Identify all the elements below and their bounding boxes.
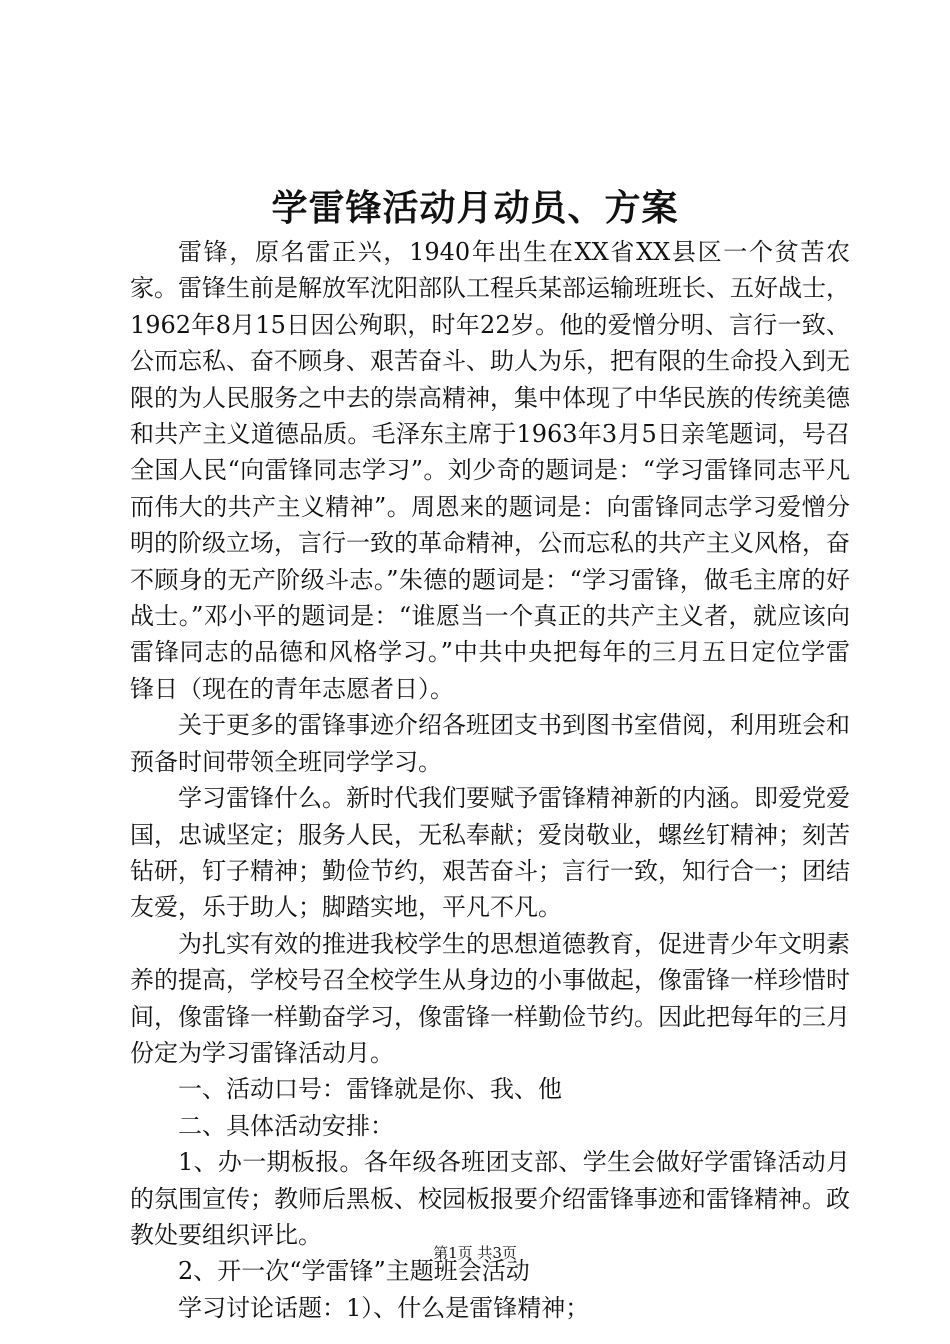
document-title: 学雷锋活动月动员、方案 [271, 187, 679, 229]
page-number: 第1页 共3页 [433, 1244, 517, 1262]
paragraph-what-to-learn: 学习雷锋什么。新时代我们要赋予雷锋精神新的内涵。即爱党爱国，忠诚坚定；服务人民，无私奉献；爱岗敬业，螺丝钉精神；刻苦钻研，钉子精神；勤俭节约，艰苦奋斗；言行一致，知行合一；团结友爱，乐于助人；脚踏实地，平凡不凡。 [130, 784, 850, 922]
paragraph-blackboard: 1、办一期板报。各年级各班团支部、学生会做好学雷锋活动月的氛围宣传；教师后黑板、校园板报要介绍雷锋事迹和雷锋精神。政教处要组织评比。 [130, 1148, 850, 1249]
paragraph-more-stories: 关于更多的雷锋事迹介绍各班团支书到图书室借阅，利用班会和预备时间带领全班同学学习。 [130, 711, 850, 776]
document-body [130, 234, 850, 1326]
paragraph-discussion-topic: 学习讨论话题：1）、什么是雷锋精神； [178, 1293, 590, 1322]
paragraph-class-meeting: 2、开一次“学雷锋”主题班会活动 [178, 1257, 530, 1286]
paragraph-arrangement-heading: 二、具体活动安排： [178, 1111, 394, 1140]
paragraph-activity-month: 为扎实有效的推进我校学生的思想道德教育，促进青少年文明素养的提高，学校号召全校学生从身边的小事做起，像雷锋一样珍惜时间，像雷锋一样勤奋学习，像雷锋一样勤俭节约。因此把每年的三月份定为学习雷锋活动月。 [130, 929, 850, 1067]
paragraph-lei-feng-intro: 雷锋，原名雷正兴，1940年出生在XX省XX县区一个贫苦农家。雷锋生前是解放军沈阳部队工程兵某部运输班班长、五好战士，1962年8月15日因公殉职，时年22岁。他的爱憎分明、言行一致、公而忘私、奋不顾身、艰苦奋斗、助人为乐，把有限的生命投入到无限的为人民服务之中去的崇高精神，集中体现了中华民族的传统美德和共产主义道德品质。毛泽东主席于1963年3月5日亲笔题词，号召全国人民“向雷锋同志学习”。刘少奇的题词是：“学习雷锋同志平凡而伟大的共产主义精神”。周恩来的题词是：向雷锋同志学习爱憎分明的阶级立场，言行一致的革命精神，公而忘私的共产主义风格，奋不顾身的无产阶级斗志。”朱德的题词是：“学习雷锋，做毛主席的好战士。”邓小平的题词是：“谁愿当一个真正的共产主义者，就应该向雷锋同志的品德和风格学习。”中共中央把每年的三月五日定位学雷锋日（现在的青年志愿者日）。 [130, 238, 850, 703]
paragraph-slogan: 一、活动口号：雷锋就是你、我、他 [178, 1075, 562, 1104]
